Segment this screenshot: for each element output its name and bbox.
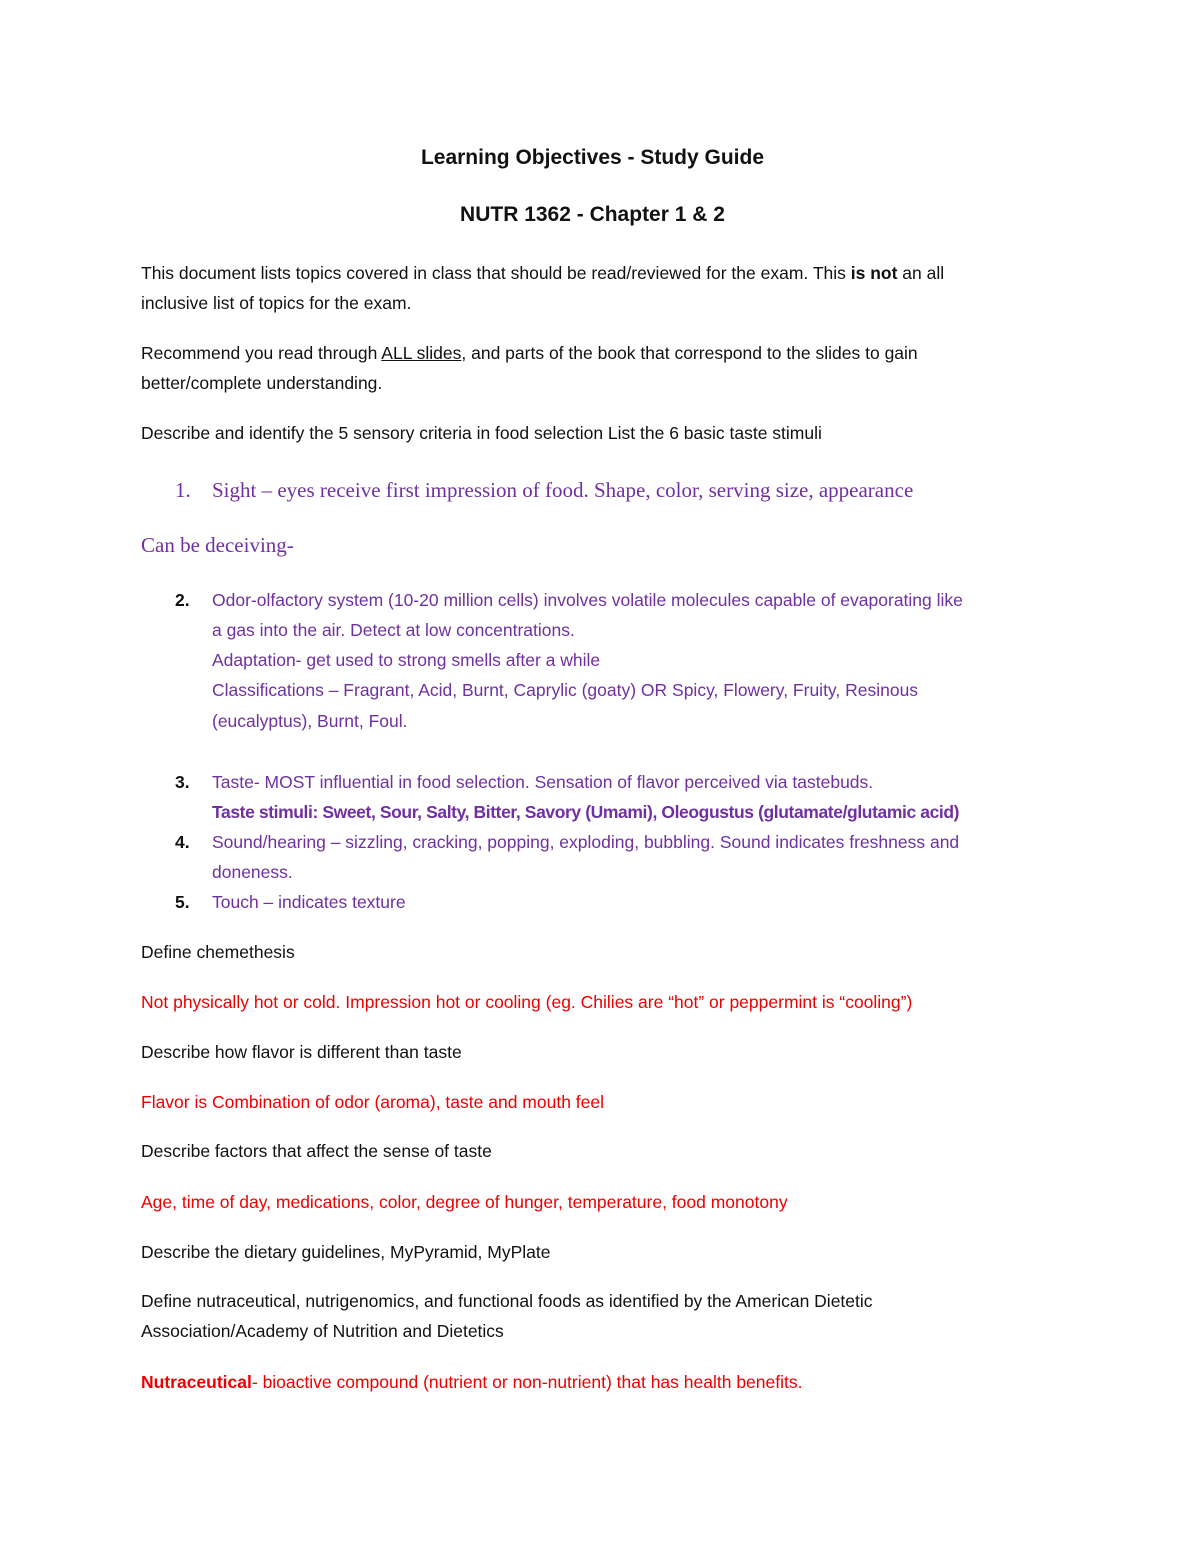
- nutraceutical-question-line-1: Define nutraceutical, nutrigenomics, and functional foods as identified by the American Dietetic: [141, 1291, 873, 1311]
- touch-item: Touch – indicates texture: [212, 892, 406, 912]
- taste-number: 3.: [175, 772, 190, 792]
- sensory-heading: Describe and identify the 5 sensory criteria in food selection List the 6 basic taste stimuli: [141, 423, 822, 443]
- intro-text-c: an all: [897, 263, 945, 283]
- odor-line-5: (eucalyptus), Burnt, Foul.: [212, 711, 408, 731]
- sight-number: 1.: [175, 478, 191, 502]
- intro-line-2: inclusive list of topics for the exam.: [141, 293, 412, 313]
- chemethesis-question: Define chemethesis: [141, 942, 295, 962]
- recommend-line-2: better/complete understanding.: [141, 373, 383, 393]
- sound-line-1: Sound/hearing – sizzling, cracking, popping, exploding, bubbling. Sound indicates freshness and: [212, 832, 960, 852]
- nutraceutical-term: Nutraceutical: [141, 1372, 252, 1392]
- flavor-question: Describe how flavor is different than taste: [141, 1042, 462, 1062]
- nutraceutical-definition: - bioactive compound (nutrient or non-nutrient) that has health benefits.: [251, 1372, 803, 1392]
- odor-line-1: Odor-olfactory system (10-20 million cells) involves volatile molecules capable of evaporating like: [212, 590, 963, 610]
- odor-line-3: Adaptation- get used to strong smells after a while: [212, 650, 601, 670]
- intro-text-a: This document lists topics covered in class that should be read/reviewed for the exam. This: [141, 263, 851, 283]
- chemethesis-answer: Not physically hot or cold. Impression hot or cooling (eg. Chilies are “hot” or peppermint is “cooling”): [141, 992, 913, 1012]
- taste-line-1: Taste- MOST influential in food selection. Sensation of flavor perceived via tastebuds.: [212, 772, 874, 792]
- flavor-answer: Flavor is Combination of odor (aroma), taste and mouth feel: [141, 1092, 604, 1112]
- touch-number: 5.: [175, 892, 190, 912]
- nutraceutical-question-line-2: Association/Academy of Nutrition and Dietetics: [141, 1321, 504, 1341]
- intro-line-1: [141, 258, 944, 288]
- factors-answer: Age, time of day, medications, color, degree of hunger, temperature, food monotony: [141, 1192, 788, 1212]
- odor-line-2: a gas into the air. Detect at low concentrations.: [212, 620, 575, 640]
- sound-number: 4.: [175, 832, 190, 852]
- recommend-text-a: Recommend you read through: [141, 343, 382, 363]
- recommend-text-b: , and parts of the book that correspond to the slides to gain: [461, 343, 918, 363]
- page-title: Learning Objectives - Study Guide: [420, 146, 765, 169]
- nutraceutical-answer: [141, 1367, 802, 1397]
- intro-emphasis: is not: [850, 263, 898, 283]
- sight-note: Can be deceiving-: [141, 533, 294, 557]
- page-subtitle: NUTR 1362 - Chapter 1 & 2: [460, 203, 725, 226]
- sound-line-2: doneness.: [212, 862, 293, 882]
- all-slides-underlined: ALL slides: [381, 343, 462, 363]
- taste-stimuli: Taste stimuli: Sweet, Sour, Salty, Bitter, Savory (Umami), Oleogustus (glutamate/glutamic acid): [212, 802, 960, 822]
- odor-line-4: Classifications – Fragrant, Acid, Burnt, Caprylic (goaty) OR Spicy, Flowery, Fruity, Resinous: [212, 680, 919, 700]
- factors-question: Describe factors that affect the sense of taste: [141, 1141, 492, 1161]
- odor-number: 2.: [175, 590, 190, 610]
- guidelines-question: Describe the dietary guidelines, MyPyramid, MyPlate: [141, 1242, 551, 1262]
- recommend-line-1: [141, 338, 918, 368]
- sight-item: Sight – eyes receive first impression of food. Shape, color, serving size, appearance: [212, 478, 914, 502]
